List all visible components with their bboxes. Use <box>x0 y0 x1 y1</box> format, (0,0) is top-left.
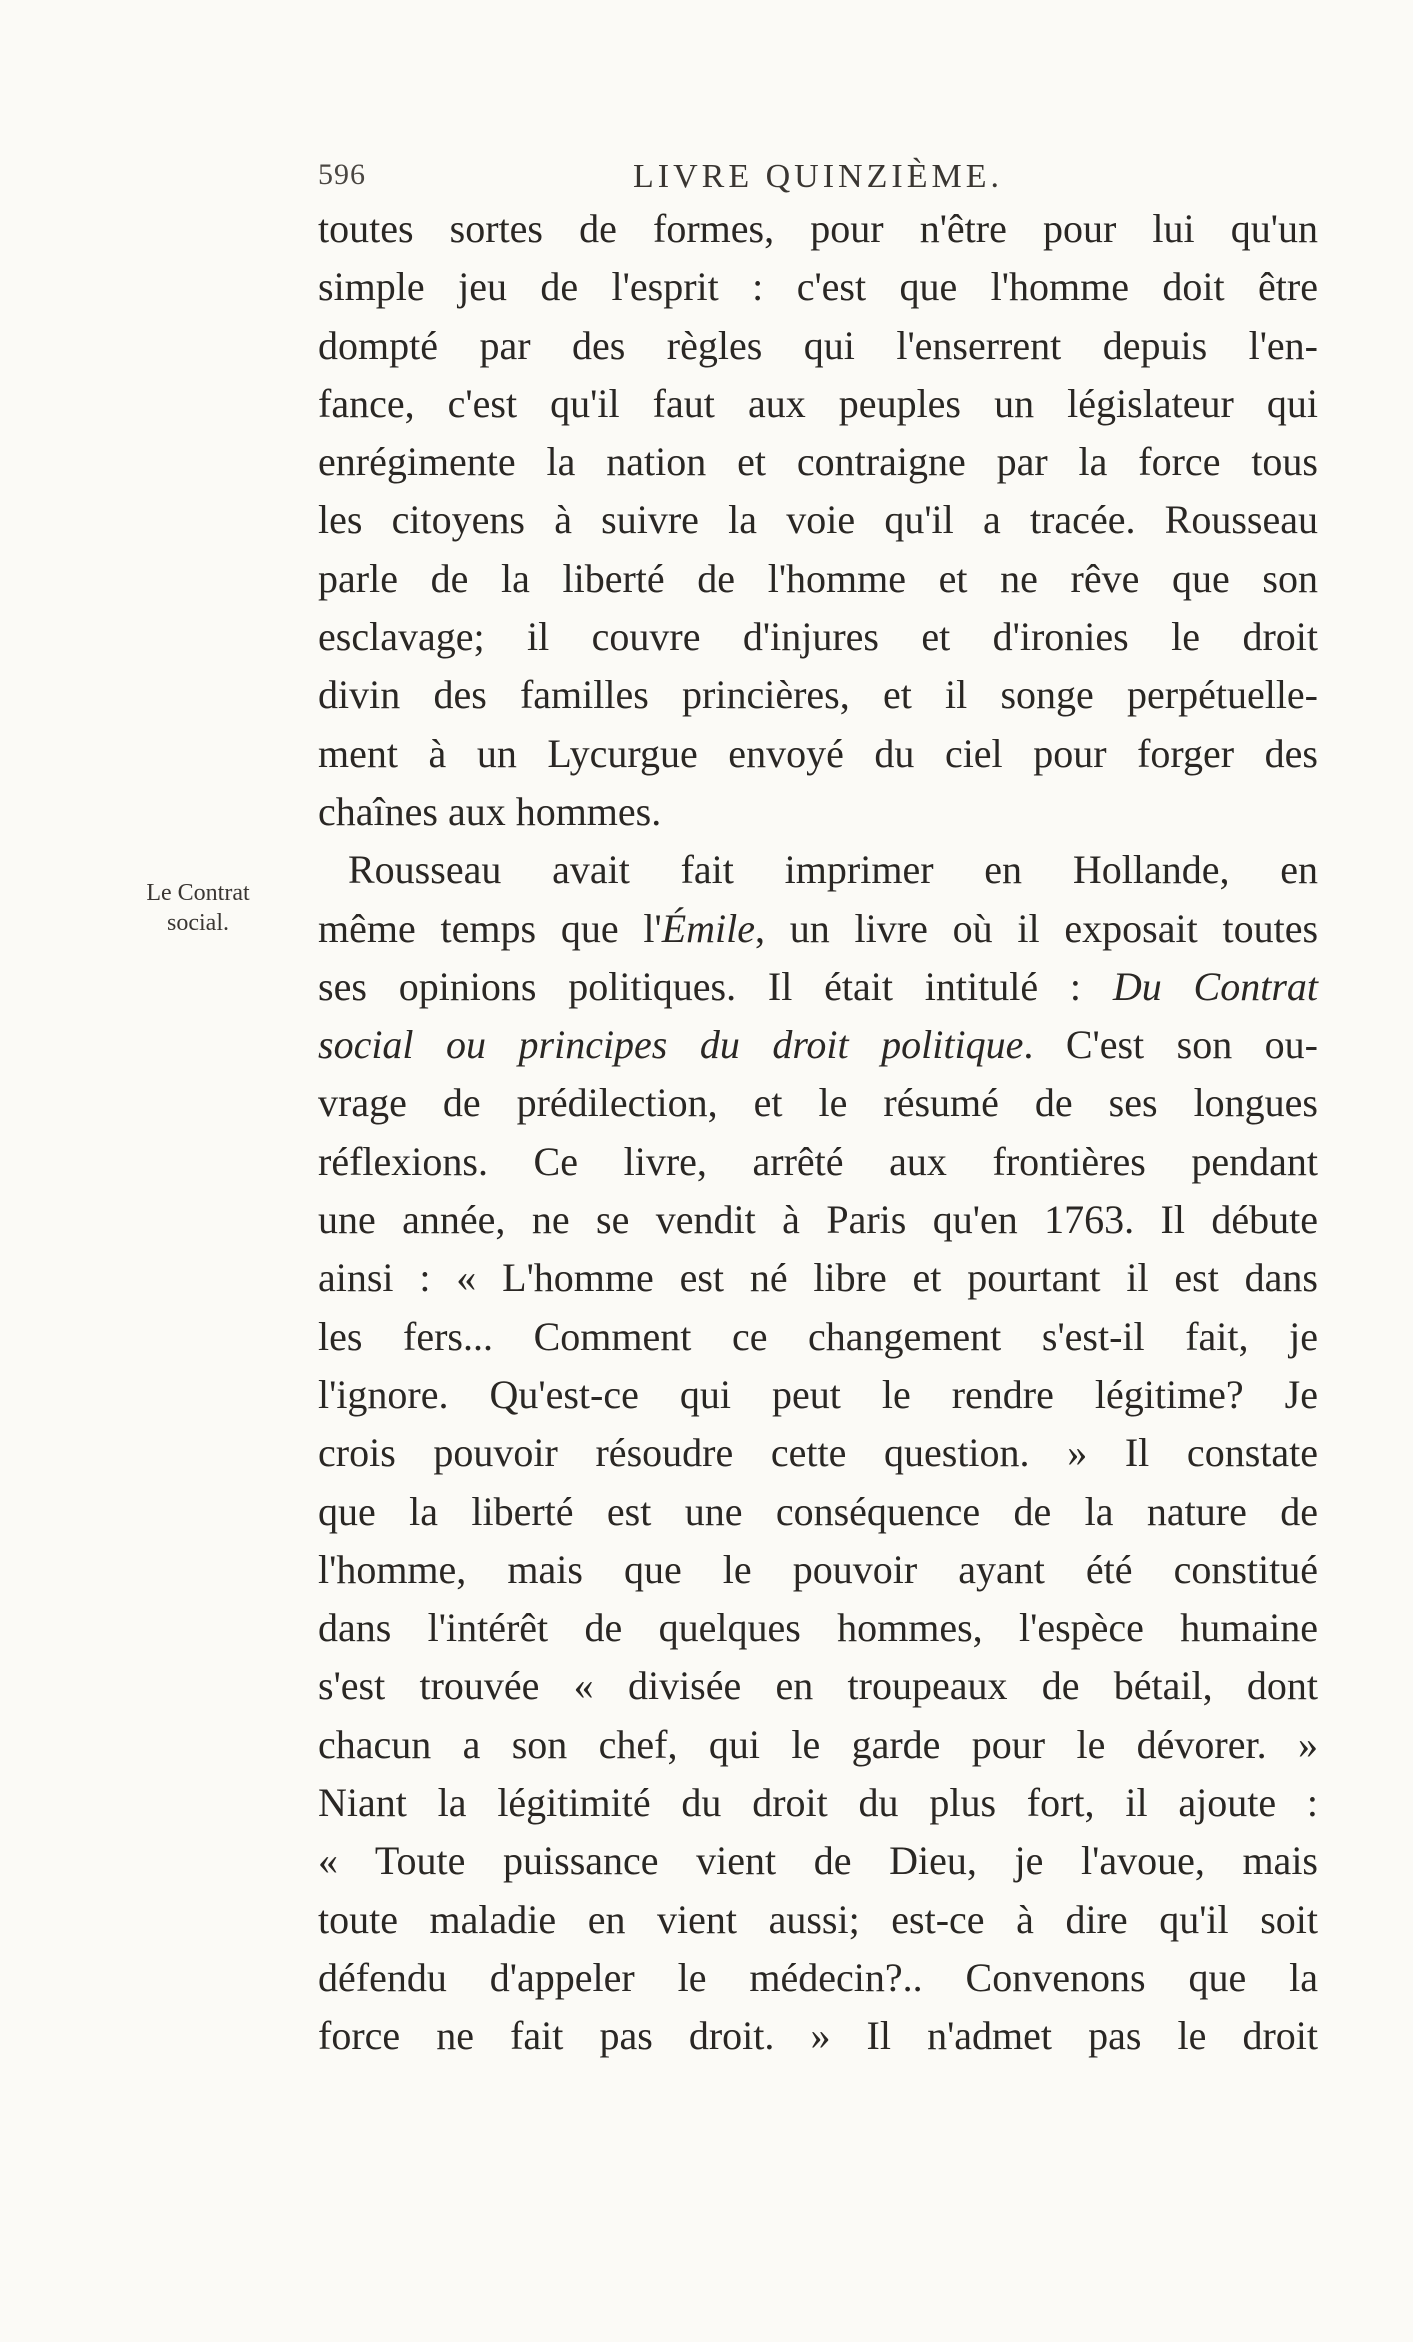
text-line: réflexions. Ce livre, arrêté aux frontières pendant <box>318 1138 1318 1184</box>
margin-note <box>118 878 278 938</box>
text-run: même temps que l' <box>318 905 662 951</box>
text-line: dans l'intérêt de quelques hommes, l'espèce humaine <box>318 1605 1318 1651</box>
paragraph-end-line: chaînes aux hommes. <box>318 788 662 834</box>
text-line <box>318 1016 1318 1074</box>
text-line: enrégimente la nation et contraigne par la force tous <box>318 439 1318 485</box>
text-line: Niant la légitimité du droit du plus fort, il ajoute : <box>318 1780 1318 1826</box>
text-line: ainsi : « L'homme est né libre et pourtant il est dans <box>318 1255 1318 1301</box>
text-run: ses opinions politiques. Il était intitulé : <box>318 963 1113 1009</box>
paragraph-start-line: Rousseau avait fait imprimer en Hollande, en <box>348 847 1318 893</box>
text-line: toute maladie en vient aussi; est-ce à dire qu'il soit <box>318 1896 1318 1942</box>
text-line: défendu d'appeler le médecin?.. Convenons que la <box>318 1954 1318 2000</box>
text-line: les fers... Comment ce changement s'est-il fait, je <box>318 1313 1318 1359</box>
text-line: les citoyens à suivre la voie qu'il a tracée. Rousseau <box>318 497 1318 543</box>
text-line: l'homme, mais que le pouvoir ayant été constitué <box>318 1546 1318 1592</box>
margin-note-line: Le Contrat <box>146 880 250 906</box>
text-line: fance, c'est qu'il faut aux peuples un législateur qui <box>318 380 1318 426</box>
book-title-contrat-cont: social ou principes du droit politique <box>318 1022 1024 1068</box>
text-line <box>318 958 1318 1016</box>
text-line: « Toute puissance vient de Dieu, je l'avoue, mais <box>318 1838 1318 1884</box>
text-line: force ne fait pas droit. » Il n'admet pas le droit <box>318 2013 1318 2059</box>
body-text <box>318 200 1318 2066</box>
text-line <box>318 900 1318 958</box>
book-title-contrat: Du Contrat <box>1112 963 1318 1009</box>
text-line: ment à un Lycurgue envoyé du ciel pour forger des <box>318 730 1318 776</box>
text-line: parle de la liberté de l'homme et ne rêve que son <box>318 555 1318 601</box>
text-line: chacun a son chef, qui le garde pour le dévorer. » <box>318 1721 1318 1767</box>
page-number: 596 <box>318 158 366 191</box>
text-line: s'est trouvée « divisée en troupeaux de bétail, dont <box>318 1663 1318 1709</box>
text-line: une année, ne se vendit à Paris qu'en 1763. Il débute <box>318 1197 1318 1243</box>
book-title-emile: Émile <box>661 905 755 951</box>
text-line: dompté par des règles qui l'enserrent depuis l'en- <box>318 322 1318 368</box>
text-line: vrage de prédilection, et le résumé de ses longues <box>318 1080 1318 1126</box>
text-line: l'ignore. Qu'est-ce qui peut le rendre légitime? Je <box>318 1371 1318 1417</box>
text-run: . C'est son ou- <box>1023 1022 1318 1068</box>
margin-note-line: social. <box>167 910 229 936</box>
text-run: , un livre où il exposait toutes <box>755 905 1319 951</box>
text-line: crois pouvoir résoudre cette question. » Il constate <box>318 1430 1318 1476</box>
text-line: que la liberté est une conséquence de la nature de <box>318 1488 1318 1534</box>
text-line: esclavage; il couvre d'injures et d'ironies le droit <box>318 614 1318 660</box>
text-line: divin des familles princières, et il songe perpétuelle- <box>318 672 1318 718</box>
text-line: toutes sortes de formes, pour n'être pour lui qu'un <box>318 206 1318 251</box>
running-title: LIVRE QUINZIÈME. <box>633 158 1003 195</box>
text-line: simple jeu de l'esprit : c'est que l'homme doit être <box>318 264 1318 310</box>
